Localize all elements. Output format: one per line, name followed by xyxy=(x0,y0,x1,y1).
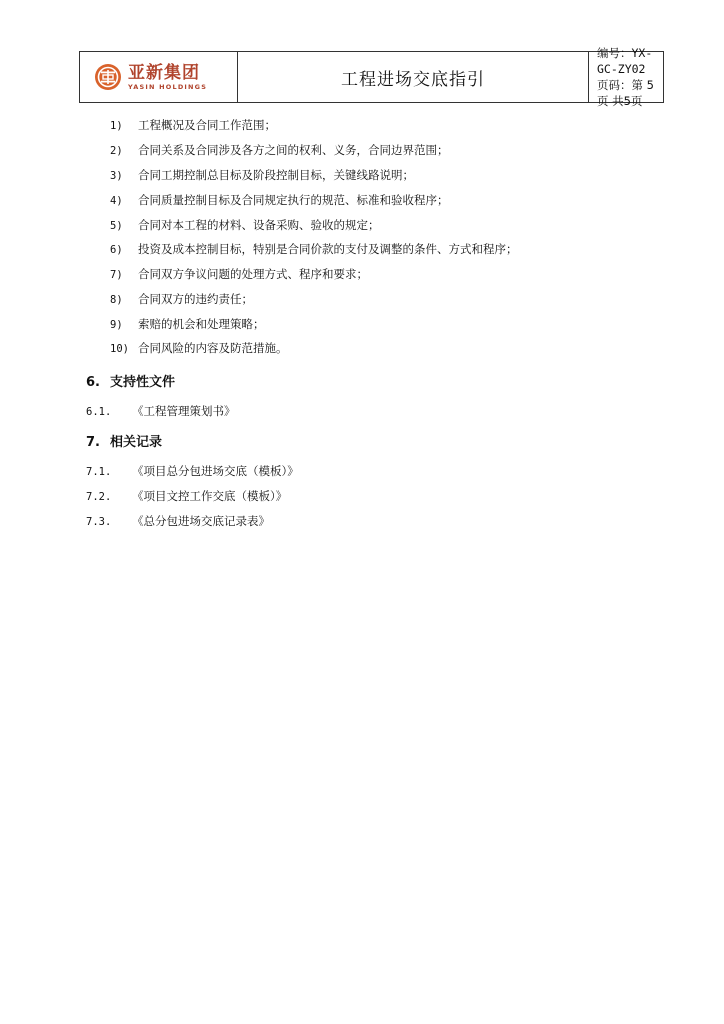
section-number: 6. xyxy=(86,375,100,390)
section-title: 相关记录 xyxy=(110,435,163,450)
list-item xyxy=(110,168,414,183)
document-meta xyxy=(589,46,663,108)
list-item xyxy=(110,341,288,356)
section-number: 7. xyxy=(86,435,100,450)
related-record-item xyxy=(86,513,270,529)
list-item-number: 3) xyxy=(110,170,123,182)
page-label: 页码： xyxy=(597,78,632,92)
list-item-number: 10) xyxy=(110,343,129,355)
list-item-number: 2) xyxy=(110,145,123,157)
section-title: 支持性文件 xyxy=(110,375,176,390)
list-item xyxy=(110,242,518,257)
list-item-text: 合同工期控制总目标及阶段控制目标，关键线路说明； xyxy=(138,168,414,182)
sub-item-number: 7.3. xyxy=(86,516,112,528)
list-item-text: 合同双方的违约责任； xyxy=(138,292,253,306)
sub-item-text: 《项目总分包进场交底（模板）》 xyxy=(132,464,299,478)
document-header xyxy=(79,46,664,108)
logo-chinese-name: 亚新集团 xyxy=(128,62,200,83)
related-record-item xyxy=(86,463,299,479)
logo-text xyxy=(128,64,207,91)
sub-item-number: 6.1. xyxy=(86,406,112,418)
list-item xyxy=(110,317,265,332)
section-heading-supporting-documents xyxy=(86,371,175,390)
list-item-text: 索赔的机会和处理策略； xyxy=(138,317,265,331)
list-item xyxy=(110,292,253,307)
list-item xyxy=(110,267,368,282)
list-item xyxy=(110,143,449,158)
sub-item-number: 7.2. xyxy=(86,491,112,503)
list-item-text: 合同关系及合同涉及各方之间的权利、义务，合同边界范围； xyxy=(138,143,449,157)
list-item-text: 合同风险的内容及防范措施。 xyxy=(138,341,288,355)
sub-item-text: 《项目文控工作交底（模板）》 xyxy=(132,489,288,503)
logo-cell xyxy=(80,52,238,102)
list-item-number: 6) xyxy=(110,244,123,256)
list-item-text: 合同质量控制目标及合同规定执行的规范、标准和验收程序； xyxy=(138,193,449,207)
code-label: 编号： xyxy=(597,46,632,60)
list-item-text: 投资及成本控制目标，特别是合同价款的支付及调整的条件、方式和程序； xyxy=(138,242,518,256)
list-item-number: 7) xyxy=(110,269,123,281)
list-item xyxy=(110,218,380,233)
document-title: 工程进场交底指引 xyxy=(238,52,589,102)
list-item xyxy=(110,193,449,208)
page-value: 第 5 页 共5页 xyxy=(597,78,654,108)
list-item-number: 5) xyxy=(110,220,123,232)
list-item-number: 8) xyxy=(110,294,123,306)
code-value: YX-GC-ZY02 xyxy=(597,46,653,76)
list-item-text: 合同对本工程的材料、设备采购、验收的规定； xyxy=(138,218,380,232)
list-item-text: 合同双方争议问题的处理方式、程序和要求； xyxy=(138,267,368,281)
supporting-document-item xyxy=(86,403,236,419)
yasin-logo-icon xyxy=(94,63,122,91)
sub-item-text: 《工程管理策划书》 xyxy=(132,404,236,418)
list-item-number: 9) xyxy=(110,319,123,331)
list-item xyxy=(110,118,276,133)
logo-english-name: YASIN HOLDINGS xyxy=(128,82,208,91)
list-item-number: 1) xyxy=(110,120,123,132)
related-record-item xyxy=(86,488,287,504)
list-item-text: 工程概况及合同工作范围； xyxy=(138,118,276,132)
sub-item-text: 《总分包进场交底记录表》 xyxy=(132,514,270,528)
page-number xyxy=(597,77,663,109)
list-item-number: 4) xyxy=(110,195,123,207)
section-heading-related-records xyxy=(86,431,162,450)
document-code xyxy=(597,45,663,77)
sub-item-number: 7.1. xyxy=(86,466,112,478)
